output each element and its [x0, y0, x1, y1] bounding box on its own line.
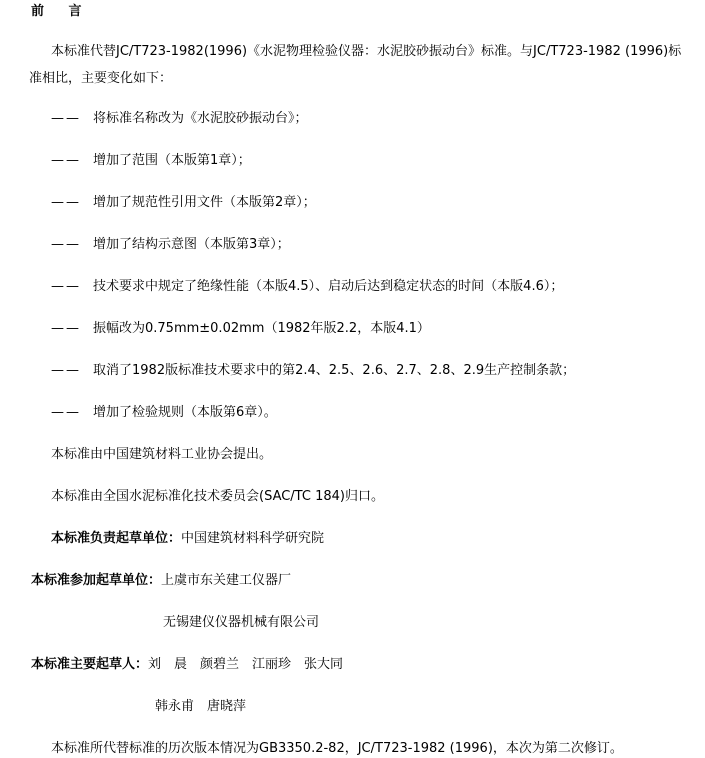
change-item-text: 增加了范围（本版第1章）；: [93, 153, 251, 168]
participating-unit-value: 上虞市东关建工仪器厂: [161, 573, 292, 588]
page-title: 前 言: [31, 4, 92, 19]
change-item: [51, 194, 316, 212]
intro-paragraph-line-1: 本标准代替JC/T723-1982(1996)《水泥物理检验仪器：水泥胶砂振动台》标准。与JC/T723-1982 (1996)标: [51, 44, 682, 59]
change-item-text: 增加了规范性引用文件（本版第2章）；: [93, 195, 316, 210]
drafters-names-continued: 韩永甫 唐晓萍: [155, 699, 247, 714]
change-item-text: 取消了1982版标准技术要求中的第2.4、2.5、2.6、2.7、2.8、2.9生产控制条款；: [93, 363, 576, 378]
participating-units-label: 本标准参加起草单位：: [31, 573, 162, 588]
dash-marker: ——: [51, 279, 81, 294]
change-item-text: 增加了结构示意图（本版第3章）；: [93, 237, 290, 252]
change-item-text: 增加了检验规则（本版第6章）。: [93, 405, 277, 420]
dash-marker: ——: [51, 111, 81, 126]
change-item: [51, 362, 575, 380]
lead-unit-line: [51, 530, 324, 548]
version-history-paragraph: 本标准所代替标准的历次版本情况为GB3350.2-82，JC/T723-1982 (1996)，本次为第二次修订。: [51, 741, 623, 756]
dash-marker: ——: [51, 237, 81, 252]
dash-marker: ——: [51, 321, 81, 336]
lead-unit-label: 本标准负责起草单位：: [51, 531, 182, 546]
participating-units-line: [31, 572, 291, 590]
change-item-text: 技术要求中规定了绝缘性能（本版4.5）、启动后达到稳定状态的时间（本版4.6）；: [93, 279, 564, 294]
managed-by-paragraph: 本标准由全国水泥标准化技术委员会(SAC/TC 184)归口。: [51, 489, 384, 504]
dash-marker: ——: [51, 363, 81, 378]
participating-unit-value: 无锡建仪仪器机械有限公司: [163, 615, 320, 630]
change-item: [51, 278, 563, 296]
drafters-line: [31, 656, 343, 674]
dash-marker: ——: [51, 405, 81, 420]
drafters-names: 刘 晨 颜碧兰 江丽珍 张大同: [148, 657, 344, 672]
dash-marker: ——: [51, 153, 81, 168]
change-item: [51, 320, 430, 338]
change-item: [51, 110, 308, 128]
dash-marker: ——: [51, 195, 81, 210]
intro-paragraph-line-2: 准相比，主要变化如下：: [29, 71, 173, 86]
change-item: [51, 236, 290, 254]
change-item-text: 振幅改为0.75mm±0.02mm（1982年版2.2，本版4.1）: [93, 321, 430, 336]
change-item: [51, 404, 277, 422]
change-item: [51, 152, 251, 170]
lead-unit-value: 中国建筑材料科学研究院: [181, 531, 325, 546]
drafters-label: 本标准主要起草人：: [31, 657, 149, 672]
proposed-by-paragraph: 本标准由中国建筑材料工业协会提出。: [51, 447, 273, 462]
change-item-text: 将标准名称改为《水泥胶砂振动台》；: [93, 111, 308, 126]
